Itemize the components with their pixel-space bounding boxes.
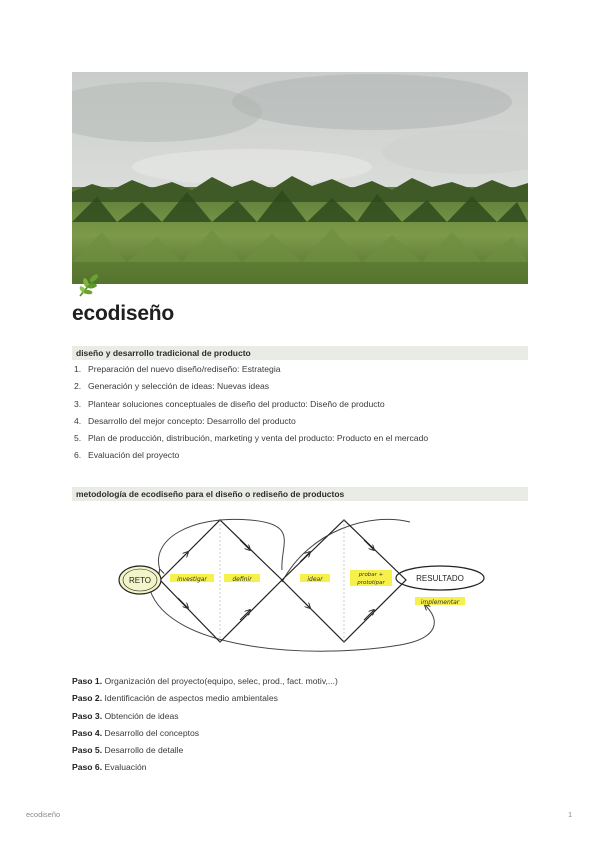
diagram-start-label: RETO — [128, 576, 152, 585]
list-item: 6. Evaluación del proyecto — [74, 450, 180, 461]
ecodesign-steps-list — [72, 673, 338, 777]
list-item: Paso 5. Desarrollo de detalle — [72, 745, 184, 756]
list-item: 4. Desarrollo del mejor concepto: Desarrollo del producto — [74, 415, 296, 426]
traditional-steps-list — [74, 361, 428, 465]
list-item: Paso 3. Obtención de ideas — [72, 710, 179, 721]
list-item: 5. Plan de producción, distribución, marketing y venta del producto: Producto en el mercado — [74, 433, 429, 444]
section-heading-ecodesign: metodología de ecodiseño para el diseño o rediseño de productos — [72, 487, 528, 501]
footer-title: ecodiseño — [26, 810, 61, 819]
herb-leaf-icon — [74, 270, 104, 300]
page-number: 1 — [568, 810, 573, 819]
page-title: ecodiseño — [72, 302, 175, 325]
list-item: Paso 1. Organización del proyecto(equipo, selec, prod., fact. motiv,...) — [72, 676, 338, 686]
diagram-end-label: RESULTADO — [416, 574, 464, 583]
diagram-label-implementar: implementar — [420, 599, 460, 606]
diagram-label-probar: probar + — [358, 572, 384, 578]
diagram-label-investigar: investigar — [177, 576, 207, 583]
diagram-label-idear: idear — [307, 576, 323, 583]
list-item: Paso 4. Desarrollo del conceptos — [72, 727, 200, 738]
diagram-label-definir: definir — [232, 576, 252, 583]
list-item: Paso 6. Evaluación — [72, 762, 147, 773]
double-diamond-diagram — [110, 510, 490, 660]
section-heading-traditional: diseño y desarrollo tradicional de producto — [72, 346, 528, 360]
cover-image — [72, 72, 528, 284]
list-item: 3. Plantear soluciones conceptuales de diseño del producto: Diseño de producto — [74, 398, 385, 409]
list-item: 1. Preparación del nuevo diseño/rediseño: Estrategia — [74, 364, 281, 374]
list-item: Paso 2. Identificación de aspectos medio ambientales — [72, 693, 278, 704]
list-item: 2. Generación y selección de ideas: Nuevas ideas — [74, 381, 270, 392]
diagram-label-prototipar: prototipar — [357, 580, 385, 586]
